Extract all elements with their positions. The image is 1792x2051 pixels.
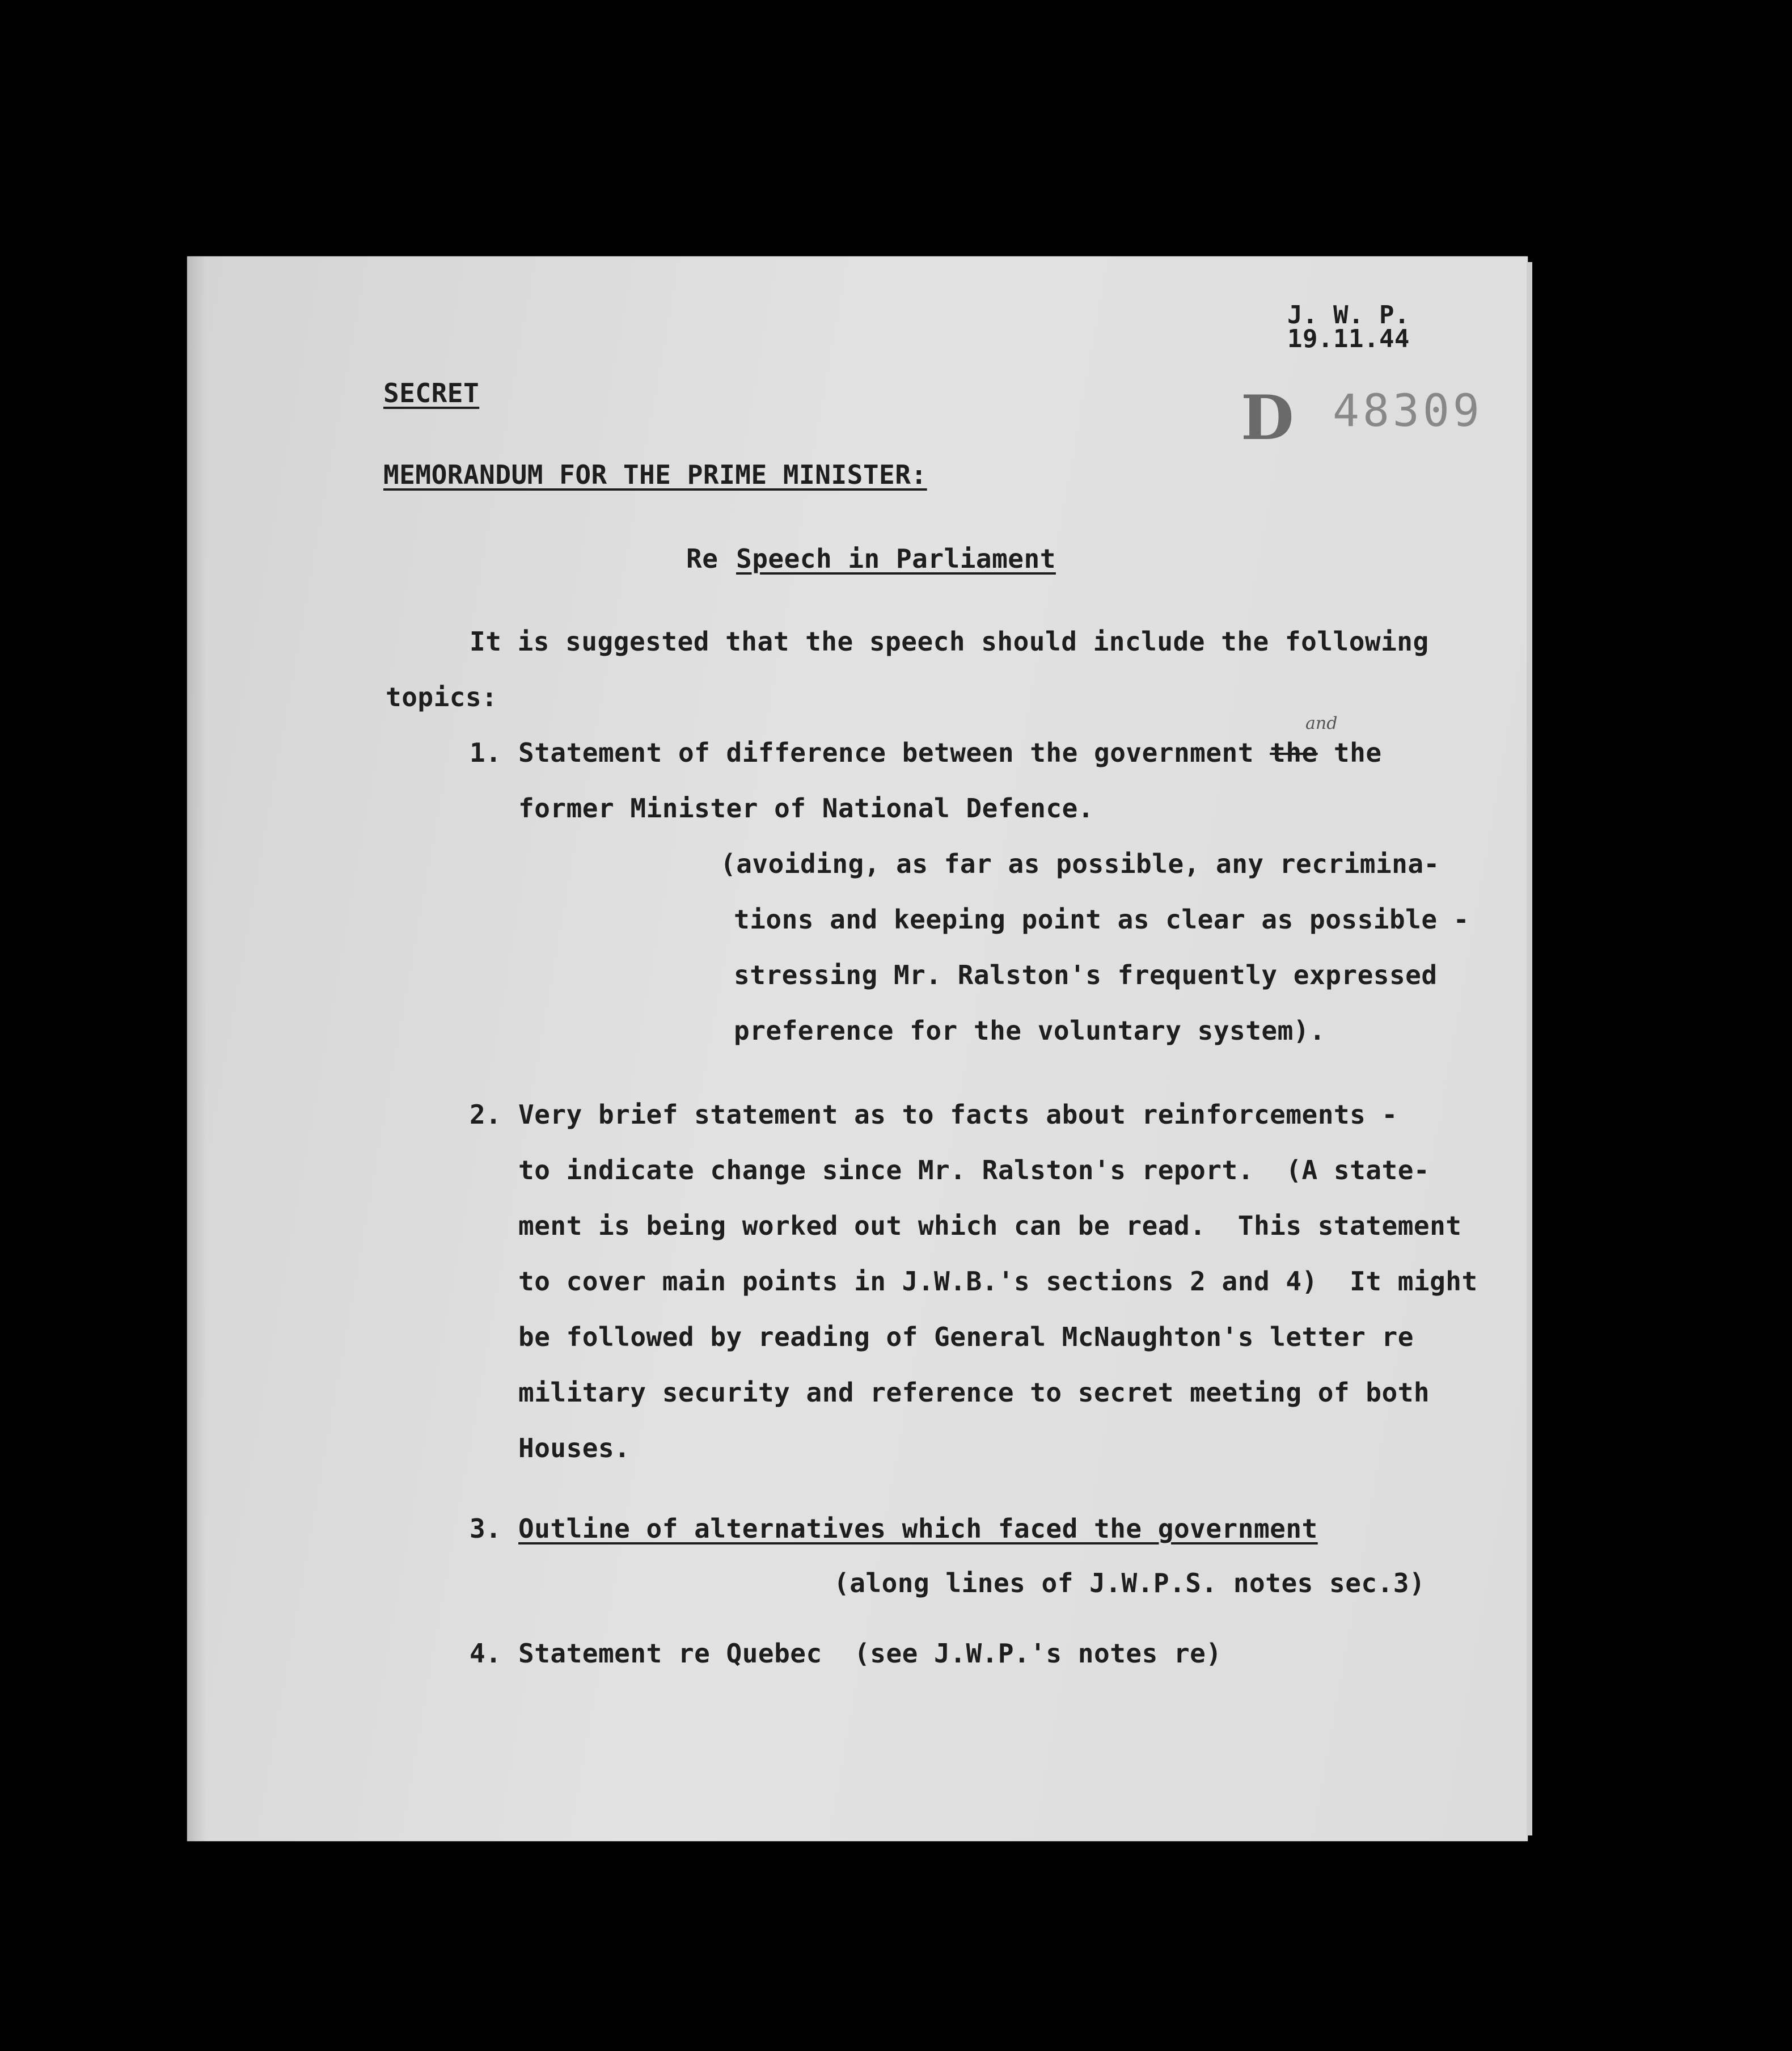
classification-label: SECRET (383, 378, 480, 408)
item-2-line-3: ment is being worked out which can be read. This statement (518, 1210, 1462, 1241)
item-1-text-a: Statement of difference between the government (518, 737, 1270, 768)
handwritten-correction: and (1305, 714, 1338, 733)
item-2-line-2: to indicate change since Mr. Ralston's report. (A state- (518, 1155, 1430, 1185)
item-1-line-2: former Minister of National Defence. (518, 793, 1094, 824)
item-4-number: 4. (470, 1638, 502, 1669)
item-1-note-line-3: stressing Mr. Ralston's frequently expressed (734, 960, 1438, 990)
item-1-note-line-4: preference for the voluntary system). (734, 1015, 1326, 1046)
author-initials: J. W. P. (1287, 301, 1410, 330)
item-1-text-b: the (1317, 737, 1382, 768)
subject-prefix: Re (686, 543, 719, 574)
item-2-number: 2. (470, 1099, 502, 1130)
item-3-number: 3. (470, 1513, 502, 1544)
item-3-heading: Outline of alternatives which faced the government (518, 1513, 1318, 1544)
item-1-line-1 (518, 737, 1382, 768)
memo-addressee: MEMORANDUM FOR THE PRIME MINISTER: (383, 459, 927, 490)
document-page (187, 256, 1528, 1841)
item-1-number: 1. (470, 737, 502, 768)
memo-date: 19.11.44 (1287, 324, 1410, 353)
stamp-number: 48309 (1333, 386, 1483, 437)
subject-title: Speech in Parliament (736, 543, 1056, 574)
stamp-letter: D (1241, 382, 1294, 454)
item-2-line-7: Houses. (518, 1433, 631, 1463)
item-1-note-line-1: (avoiding, as far as possible, any recrimina- (720, 849, 1440, 879)
item-1-struck-word: the (1270, 737, 1318, 768)
item-3-note: (along lines of J.W.P.S. notes sec.3) (834, 1568, 1426, 1598)
item-2-line-1: Very brief statement as to facts about reinforcements - (518, 1099, 1398, 1130)
item-1-note-line-2: tions and keeping point as clear as possible - (734, 904, 1469, 935)
intro-line-2: topics: (386, 682, 498, 712)
item-2-line-5: be followed by reading of General McNaughton's letter re (518, 1322, 1414, 1352)
item-4-text: Statement re Quebec (see J.W.P.'s notes re) (518, 1638, 1222, 1669)
intro-line-1: It is suggested that the speech should include the following (470, 626, 1429, 657)
item-2-line-4: to cover main points in J.W.B.'s sections 2 and 4) It might (518, 1266, 1478, 1297)
item-2-line-6: military security and reference to secret meeting of both (518, 1377, 1430, 1408)
